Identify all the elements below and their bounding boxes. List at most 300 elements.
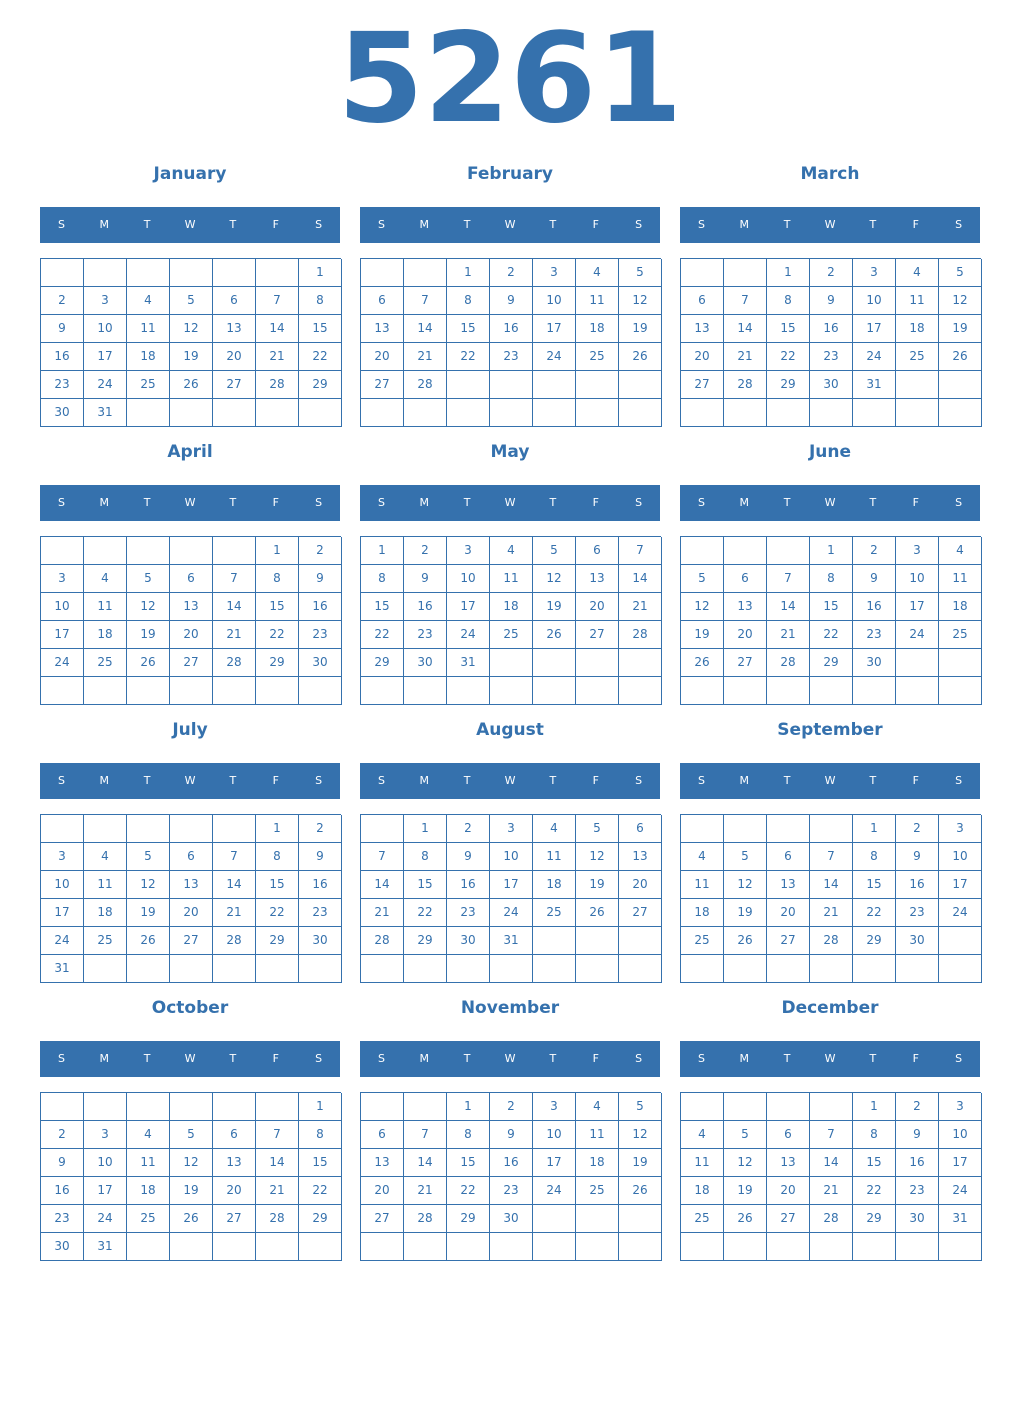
day-cell: 5 [170, 287, 213, 315]
day-cell: 9 [299, 843, 342, 871]
day-cell: 7 [256, 1121, 299, 1149]
empty-day-cell [533, 927, 576, 955]
empty-day-cell [84, 1093, 127, 1121]
empty-day-cell [896, 1233, 939, 1261]
weekday-label: T [143, 218, 151, 231]
month-january [40, 160, 340, 438]
weekday-label: W [184, 496, 196, 509]
weekday-label: T [229, 774, 237, 787]
weekday-label: T [463, 1052, 471, 1065]
day-cell: 21 [361, 899, 404, 927]
empty-day-cell [681, 955, 724, 983]
weekday-label: M [99, 496, 110, 509]
day-cell: 29 [853, 927, 896, 955]
day-cell: 10 [41, 593, 84, 621]
empty-day-cell [170, 1093, 213, 1121]
day-cell: 26 [619, 343, 662, 371]
month-october [40, 994, 340, 1272]
empty-day-cell [170, 399, 213, 427]
day-cell: 12 [127, 593, 170, 621]
weekday-label: T [229, 1052, 237, 1065]
day-cell: 4 [490, 537, 533, 565]
day-grid [40, 814, 341, 983]
day-cell: 16 [299, 871, 342, 899]
day-cell: 1 [767, 259, 810, 287]
day-cell: 7 [810, 1121, 853, 1149]
day-cell: 16 [41, 1177, 84, 1205]
day-cell: 31 [84, 399, 127, 427]
empty-day-cell [767, 1093, 810, 1121]
weekday-label: M [739, 218, 750, 231]
empty-day-cell [533, 677, 576, 705]
day-cell: 22 [853, 1177, 896, 1205]
weekday-label: F [912, 218, 919, 231]
day-cell: 10 [853, 287, 896, 315]
day-cell: 18 [127, 1177, 170, 1205]
day-cell: 19 [533, 593, 576, 621]
day-cell: 3 [896, 537, 939, 565]
empty-day-cell [767, 399, 810, 427]
month-august [360, 716, 660, 994]
day-cell: 3 [853, 259, 896, 287]
day-cell: 17 [896, 593, 939, 621]
day-cell: 9 [810, 287, 853, 315]
day-cell: 14 [256, 1149, 299, 1177]
day-cell: 28 [256, 371, 299, 399]
day-cell: 16 [490, 1149, 533, 1177]
day-cell: 15 [810, 593, 853, 621]
day-cell: 28 [361, 927, 404, 955]
day-cell: 20 [361, 343, 404, 371]
day-cell: 9 [41, 1149, 84, 1177]
weekday-label: F [592, 1052, 599, 1065]
weekday-label: S [315, 1052, 323, 1065]
day-cell: 9 [490, 287, 533, 315]
weekday-label: T [143, 496, 151, 509]
weekday-header [680, 1041, 980, 1077]
day-cell: 27 [619, 899, 662, 927]
weekday-label: F [272, 496, 279, 509]
weekday-label: T [783, 1052, 791, 1065]
day-cell: 21 [810, 1177, 853, 1205]
day-cell: 19 [170, 343, 213, 371]
weekday-label: S [377, 218, 385, 231]
month-name: May [490, 442, 530, 462]
day-cell: 21 [810, 899, 853, 927]
day-cell: 6 [767, 1121, 810, 1149]
day-cell: 10 [84, 315, 127, 343]
day-cell: 28 [213, 927, 256, 955]
empty-day-cell [810, 1093, 853, 1121]
year-title: 5261 [337, 7, 683, 151]
day-cell: 6 [213, 287, 256, 315]
day-cell: 1 [256, 815, 299, 843]
day-cell: 16 [896, 871, 939, 899]
day-cell: 4 [576, 1093, 619, 1121]
day-cell: 20 [213, 343, 256, 371]
day-cell: 3 [84, 1121, 127, 1149]
day-cell: 22 [361, 621, 404, 649]
empty-day-cell [939, 677, 982, 705]
empty-day-cell [576, 955, 619, 983]
empty-day-cell [681, 1233, 724, 1261]
day-cell: 22 [447, 343, 490, 371]
day-cell: 5 [170, 1121, 213, 1149]
weekday-label: T [463, 496, 471, 509]
empty-day-cell [896, 649, 939, 677]
day-cell: 23 [853, 621, 896, 649]
empty-day-cell [41, 815, 84, 843]
weekday-label: F [272, 218, 279, 231]
empty-day-cell [213, 1233, 256, 1261]
day-cell: 17 [490, 871, 533, 899]
day-cell: 12 [724, 1149, 767, 1177]
empty-day-cell [404, 1093, 447, 1121]
empty-day-cell [576, 399, 619, 427]
day-cell: 20 [361, 1177, 404, 1205]
empty-day-cell [490, 677, 533, 705]
day-cell: 8 [810, 565, 853, 593]
empty-day-cell [213, 537, 256, 565]
day-cell: 21 [256, 1177, 299, 1205]
empty-day-cell [681, 815, 724, 843]
empty-day-cell [810, 815, 853, 843]
empty-day-cell [170, 955, 213, 983]
day-cell: 25 [490, 621, 533, 649]
day-cell: 15 [299, 315, 342, 343]
day-cell: 15 [256, 871, 299, 899]
day-cell: 8 [853, 1121, 896, 1149]
day-cell: 11 [127, 1149, 170, 1177]
day-cell: 10 [84, 1149, 127, 1177]
day-cell: 30 [41, 399, 84, 427]
day-cell: 25 [84, 927, 127, 955]
weekday-header [360, 485, 660, 521]
weekday-label: S [635, 774, 643, 787]
day-cell: 12 [533, 565, 576, 593]
day-cell: 25 [939, 621, 982, 649]
day-cell: 30 [896, 927, 939, 955]
day-cell: 24 [533, 343, 576, 371]
empty-day-cell [896, 371, 939, 399]
day-cell: 29 [361, 649, 404, 677]
empty-day-cell [810, 399, 853, 427]
weekday-header [680, 763, 980, 799]
day-cell: 28 [213, 649, 256, 677]
day-cell: 2 [41, 287, 84, 315]
weekday-label: S [377, 496, 385, 509]
empty-day-cell [256, 1233, 299, 1261]
day-cell: 7 [767, 565, 810, 593]
day-cell: 3 [447, 537, 490, 565]
weekday-label: T [783, 774, 791, 787]
day-cell: 4 [127, 1121, 170, 1149]
empty-day-cell [724, 259, 767, 287]
empty-day-cell [939, 927, 982, 955]
day-cell: 23 [41, 371, 84, 399]
empty-day-cell [213, 1093, 256, 1121]
day-cell: 27 [213, 371, 256, 399]
day-cell: 14 [361, 871, 404, 899]
day-cell: 16 [299, 593, 342, 621]
day-cell: 28 [619, 621, 662, 649]
day-cell: 28 [256, 1205, 299, 1233]
empty-day-cell [619, 649, 662, 677]
day-cell: 23 [404, 621, 447, 649]
empty-day-cell [939, 1233, 982, 1261]
empty-day-cell [619, 371, 662, 399]
day-cell: 11 [84, 593, 127, 621]
day-cell: 19 [619, 1149, 662, 1177]
weekday-label: T [549, 218, 557, 231]
day-cell: 12 [170, 315, 213, 343]
day-cell: 11 [939, 565, 982, 593]
day-cell: 24 [939, 899, 982, 927]
weekday-label: F [912, 496, 919, 509]
day-cell: 6 [361, 287, 404, 315]
day-cell: 23 [299, 899, 342, 927]
month-name: October [151, 998, 229, 1018]
day-cell: 12 [619, 287, 662, 315]
day-cell: 17 [533, 315, 576, 343]
weekday-label: S [57, 496, 65, 509]
month-april [40, 438, 340, 716]
weekday-label: S [57, 218, 65, 231]
empty-day-cell [576, 1233, 619, 1261]
day-cell: 13 [361, 315, 404, 343]
day-cell: 1 [447, 259, 490, 287]
day-cell: 23 [41, 1205, 84, 1233]
day-cell: 26 [533, 621, 576, 649]
day-cell: 26 [939, 343, 982, 371]
day-cell: 25 [681, 927, 724, 955]
day-cell: 22 [810, 621, 853, 649]
weekday-label: W [184, 1052, 196, 1065]
day-cell: 28 [767, 649, 810, 677]
day-cell: 6 [576, 537, 619, 565]
empty-day-cell [361, 955, 404, 983]
weekday-header [680, 485, 980, 521]
day-cell: 6 [361, 1121, 404, 1149]
weekday-label: T [463, 218, 471, 231]
day-cell: 27 [170, 649, 213, 677]
weekday-label: T [229, 496, 237, 509]
day-cell: 20 [767, 899, 810, 927]
weekday-label: F [592, 496, 599, 509]
empty-day-cell [939, 649, 982, 677]
empty-day-cell [447, 955, 490, 983]
day-cell: 18 [576, 315, 619, 343]
day-cell: 2 [404, 537, 447, 565]
empty-day-cell [896, 399, 939, 427]
day-cell: 24 [939, 1177, 982, 1205]
empty-day-cell [213, 955, 256, 983]
day-cell: 7 [810, 843, 853, 871]
day-cell: 20 [619, 871, 662, 899]
day-cell: 2 [490, 1093, 533, 1121]
day-grid [680, 814, 981, 983]
day-cell: 9 [41, 315, 84, 343]
day-cell: 3 [533, 259, 576, 287]
weekday-label: M [99, 774, 110, 787]
day-grid [40, 258, 341, 427]
day-cell: 14 [619, 565, 662, 593]
day-cell: 1 [299, 1093, 342, 1121]
empty-day-cell [404, 259, 447, 287]
empty-day-cell [576, 371, 619, 399]
weekday-label: F [592, 218, 599, 231]
weekday-header [40, 207, 340, 243]
empty-day-cell [84, 815, 127, 843]
day-cell: 20 [681, 343, 724, 371]
empty-day-cell [170, 537, 213, 565]
weekday-label: S [315, 496, 323, 509]
weekday-label: M [99, 218, 110, 231]
day-cell: 1 [256, 537, 299, 565]
day-cell: 18 [939, 593, 982, 621]
day-cell: 29 [256, 649, 299, 677]
empty-day-cell [939, 371, 982, 399]
day-cell: 13 [619, 843, 662, 871]
month-march [680, 160, 980, 438]
weekday-label: F [912, 774, 919, 787]
empty-day-cell [576, 927, 619, 955]
empty-day-cell [533, 399, 576, 427]
day-cell: 20 [767, 1177, 810, 1205]
weekday-label: T [143, 774, 151, 787]
weekday-label: T [549, 496, 557, 509]
weekday-header [360, 1041, 660, 1077]
day-cell: 10 [939, 843, 982, 871]
day-cell: 25 [576, 1177, 619, 1205]
empty-day-cell [361, 399, 404, 427]
empty-day-cell [404, 955, 447, 983]
empty-day-cell [681, 259, 724, 287]
day-cell: 17 [939, 1149, 982, 1177]
weekday-label: T [869, 774, 877, 787]
day-cell: 10 [939, 1121, 982, 1149]
day-cell: 25 [127, 371, 170, 399]
weekday-label: S [377, 774, 385, 787]
day-cell: 28 [810, 1205, 853, 1233]
empty-day-cell [724, 399, 767, 427]
empty-day-cell [576, 1205, 619, 1233]
day-cell: 26 [681, 649, 724, 677]
day-cell: 21 [256, 343, 299, 371]
day-cell: 5 [127, 565, 170, 593]
weekday-label: W [504, 1052, 516, 1065]
weekday-label: M [739, 496, 750, 509]
day-cell: 19 [170, 1177, 213, 1205]
weekday-label: S [57, 1052, 65, 1065]
day-cell: 13 [681, 315, 724, 343]
empty-day-cell [681, 1093, 724, 1121]
empty-day-cell [256, 259, 299, 287]
day-cell: 21 [724, 343, 767, 371]
day-cell: 8 [299, 1121, 342, 1149]
day-cell: 24 [447, 621, 490, 649]
day-cell: 20 [576, 593, 619, 621]
day-cell: 14 [213, 871, 256, 899]
day-cell: 22 [447, 1177, 490, 1205]
day-cell: 18 [84, 899, 127, 927]
day-cell: 14 [404, 1149, 447, 1177]
day-cell: 11 [576, 1121, 619, 1149]
day-grid [40, 1092, 341, 1261]
day-cell: 5 [576, 815, 619, 843]
day-cell: 2 [810, 259, 853, 287]
day-cell: 3 [41, 565, 84, 593]
day-cell: 29 [447, 1205, 490, 1233]
day-cell: 3 [41, 843, 84, 871]
empty-day-cell [404, 677, 447, 705]
day-cell: 31 [41, 955, 84, 983]
day-cell: 7 [361, 843, 404, 871]
day-cell: 27 [576, 621, 619, 649]
empty-day-cell [361, 677, 404, 705]
empty-day-cell [447, 371, 490, 399]
day-cell: 3 [939, 815, 982, 843]
day-cell: 12 [681, 593, 724, 621]
empty-day-cell [41, 259, 84, 287]
weekday-label: W [184, 774, 196, 787]
weekday-header [360, 207, 660, 243]
empty-day-cell [490, 649, 533, 677]
day-cell: 28 [810, 927, 853, 955]
empty-day-cell [127, 1093, 170, 1121]
weekday-label: S [315, 218, 323, 231]
day-cell: 21 [213, 899, 256, 927]
day-cell: 9 [404, 565, 447, 593]
day-cell: 24 [533, 1177, 576, 1205]
day-cell: 7 [619, 537, 662, 565]
month-may [360, 438, 660, 716]
day-cell: 18 [576, 1149, 619, 1177]
empty-day-cell [767, 677, 810, 705]
weekday-label: T [869, 218, 877, 231]
day-cell: 24 [490, 899, 533, 927]
empty-day-cell [404, 399, 447, 427]
day-cell: 18 [127, 343, 170, 371]
day-cell: 17 [939, 871, 982, 899]
day-cell: 4 [576, 259, 619, 287]
weekday-label: W [824, 1052, 836, 1065]
day-cell: 4 [533, 815, 576, 843]
day-cell: 22 [256, 621, 299, 649]
day-cell: 13 [361, 1149, 404, 1177]
day-cell: 4 [84, 843, 127, 871]
day-cell: 11 [127, 315, 170, 343]
weekday-label: M [739, 774, 750, 787]
day-cell: 26 [619, 1177, 662, 1205]
day-cell: 5 [619, 1093, 662, 1121]
month-september [680, 716, 980, 994]
empty-day-cell [896, 677, 939, 705]
empty-day-cell [853, 1233, 896, 1261]
day-cell: 18 [533, 871, 576, 899]
day-cell: 15 [361, 593, 404, 621]
day-cell: 17 [447, 593, 490, 621]
day-cell: 24 [896, 621, 939, 649]
day-cell: 15 [767, 315, 810, 343]
month-name: July [172, 720, 208, 740]
day-cell: 23 [490, 343, 533, 371]
empty-day-cell [939, 399, 982, 427]
month-name: January [153, 164, 227, 184]
month-name: December [781, 998, 879, 1018]
month-name: November [460, 998, 560, 1018]
day-cell: 23 [896, 899, 939, 927]
